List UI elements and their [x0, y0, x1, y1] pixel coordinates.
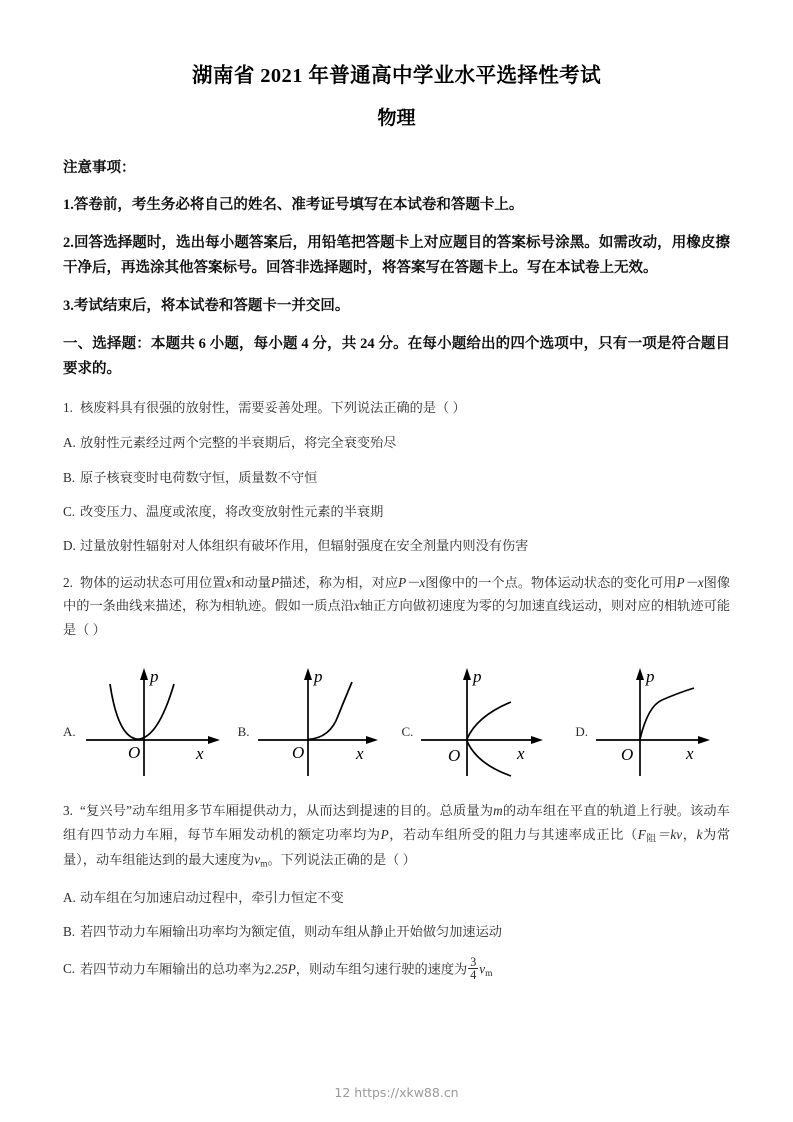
graph-a-x-label: x — [195, 744, 204, 764]
graph-d-x-label: x — [685, 744, 694, 764]
q3-symbol-v: v — [254, 852, 261, 868]
question-2-figure-row — [63, 641, 730, 785]
q3c-symbol-v-subscript: m — [485, 968, 493, 979]
q3-text-3: ，若动车组所受的阻力与其速率成正比（ — [388, 826, 638, 842]
graph-b-x-label: x — [355, 744, 364, 764]
graph-a-p-label: p — [149, 667, 159, 687]
notice-item-3: 3.考试结束后，将本试卷和答题卡一并交回。 — [63, 297, 350, 314]
option-tag: B. — [63, 924, 76, 940]
notice-heading: 注意事项： — [63, 160, 136, 177]
graph-a-origin-label: O — [127, 743, 140, 763]
option-text: 放射性元素经过两个完整的半衰期后，将完全衰变殆尽 — [80, 435, 397, 451]
q2-symbol-px-2: P－x — [676, 574, 704, 590]
graph-rising-exponential — [252, 658, 392, 780]
graph-d-origin-label: O — [620, 745, 634, 765]
option-tag: B. — [63, 469, 76, 485]
q3-symbol-p: P — [380, 826, 389, 842]
subject-title: 物理 — [377, 107, 416, 129]
q2-symbol-px-1: P－x — [398, 574, 426, 590]
option-text: 动车组在匀加速启动过程中，牵引力恒定不变 — [80, 889, 344, 905]
fraction-three-quarters — [468, 956, 478, 982]
question-1-option-d[interactable] — [63, 522, 730, 556]
option-text: 改变压力、温度或浓度，将改变放射性元素的半衰期 — [80, 503, 384, 519]
q3-text-5: 为常量），动车组能达到的最大速度为 — [63, 826, 731, 868]
q3-text-2: 的动车组在平直的轨道上行驶。该动车组有四节动力车厢，每节车厢发动机的额定功率均为 — [63, 803, 730, 842]
option-text: 过量放射性辐射对人体组织有破坏作用，但辐射强度在安全剂量内则没有伤害 — [80, 538, 529, 554]
q3-symbol-m: m — [493, 803, 503, 819]
q2-text-5: 图像中的一条曲线来描述，称为相轨迹。假如一质点沿 — [63, 574, 731, 614]
graph-upward-parabola — [78, 658, 228, 780]
question-3 — [63, 785, 730, 874]
figure-option-b[interactable] — [238, 658, 392, 780]
graph-b-origin-label: O — [291, 743, 304, 763]
question-3-option-b[interactable] — [63, 908, 730, 942]
option-text: 若四节动力车厢输出功率均为额定值，则动车组从静止开始做匀加速运动 — [80, 924, 502, 940]
q2-symbol-p: P — [271, 574, 280, 590]
q2-text-4: 图像中的一个点。物体运动状态的变化可用 — [425, 574, 677, 590]
question-1 — [63, 382, 730, 420]
figure-option-a[interactable] — [63, 658, 228, 780]
q3-text-6: 。下列说法正确的是（ ） — [267, 852, 416, 868]
graph-c-p-label: p — [473, 667, 482, 687]
question-2-number: 2. — [63, 574, 73, 590]
question-1-stem: 核废料具有很强的放射性，需要妥善处理。下列说法正确的是（ ） — [80, 399, 466, 415]
q2-text-2: 和动量 — [231, 574, 272, 590]
q3c-text-1: 若四节动力车厢输出的总功率为 — [80, 961, 265, 977]
option-tag: A. — [63, 435, 76, 451]
fraction-denominator: 4 — [470, 967, 477, 982]
q3-text-4: ， — [682, 826, 697, 842]
figure-option-d[interactable] — [575, 658, 730, 780]
option-text: 原子核衰变时电荷数守恒，质量数不守恒 — [80, 469, 318, 485]
q3c-value: 2.25P — [264, 961, 296, 977]
q3-symbol-kv: ＝kv — [656, 826, 683, 842]
question-1-number: 1. — [63, 399, 73, 415]
figure-option-c[interactable] — [401, 658, 565, 780]
q2-symbol-x: x — [225, 574, 232, 590]
q3-text-1: “复兴号”动车组用多节车厢提供动力，从而达到提速的目的。总质量为 — [80, 803, 494, 819]
figure-a-tag: A. — [63, 724, 76, 740]
graph-b-p-label: p — [313, 667, 323, 687]
q2-text-1: 物体的运动状态可用位置 — [80, 574, 226, 590]
question-1-option-c[interactable] — [63, 488, 730, 522]
notice-item-1: 1.答卷前，考生务必将自己的姓名、准考证号填写在本试卷和答题卡上。 — [63, 197, 524, 214]
q3c-symbol-v: v — [479, 961, 486, 977]
option-tag: C. — [63, 961, 76, 977]
graph-sideways-parabola — [415, 658, 565, 780]
q3c-text-2: ，则动车组匀速行驶的速度为 — [295, 961, 468, 977]
q2-symbol-x-2: x — [353, 598, 360, 614]
q2-text-6: 轴正方向做初速度为零的匀加速直线运动，则对应的相轨迹可能是（ ） — [63, 598, 731, 637]
section-heading: 一、选择题：本题共 6 小题，每小题 4 分，共 24 分。在每小题给出的四个选项中，只有一项是符合题目要求的。 — [63, 335, 730, 377]
question-2 — [63, 557, 730, 642]
page-title: 湖南省 2021 年普通高中学业水平选择性考试 — [192, 65, 601, 87]
question-3-option-c[interactable] — [63, 943, 730, 983]
graph-c-x-label: x — [517, 744, 525, 764]
question-1-option-b[interactable] — [63, 454, 730, 488]
footer-watermark: 12 https://xkw88.cn — [334, 1085, 459, 1100]
fraction-numerator: 3 — [470, 954, 477, 969]
figure-c-tag: C. — [401, 724, 414, 740]
graph-sqrt-curve — [590, 658, 730, 780]
q3-symbol-v-subscript: m — [260, 859, 268, 870]
q2-text-3: 描述，称为相，对应 — [279, 574, 399, 590]
question-3-option-a[interactable] — [63, 874, 730, 908]
q3-symbol-k: k — [696, 826, 703, 842]
figure-d-tag: D. — [575, 724, 588, 740]
question-1-option-a[interactable] — [63, 419, 730, 453]
option-tag: D. — [63, 538, 76, 554]
graph-d-p-label: p — [645, 667, 655, 687]
notice-item-2: 2.回答选择题时，选出每小题答案后，用铅笔把答题卡上对应题目的答案标号涂黑。如需改动，用橡皮擦干净后，再选涂其他答案标号。回答非选择题时，将答案写在答题卡上。写在本试卷上无效。 — [63, 235, 730, 276]
figure-b-tag: B. — [237, 724, 250, 740]
question-3-number: 3. — [63, 803, 73, 819]
graph-c-origin-label: O — [448, 746, 461, 766]
q3-symbol-f-subscript: 阻 — [645, 834, 657, 845]
q3-symbol-f: F — [637, 826, 646, 842]
option-tag: C. — [63, 503, 76, 519]
option-tag: A. — [63, 889, 76, 905]
